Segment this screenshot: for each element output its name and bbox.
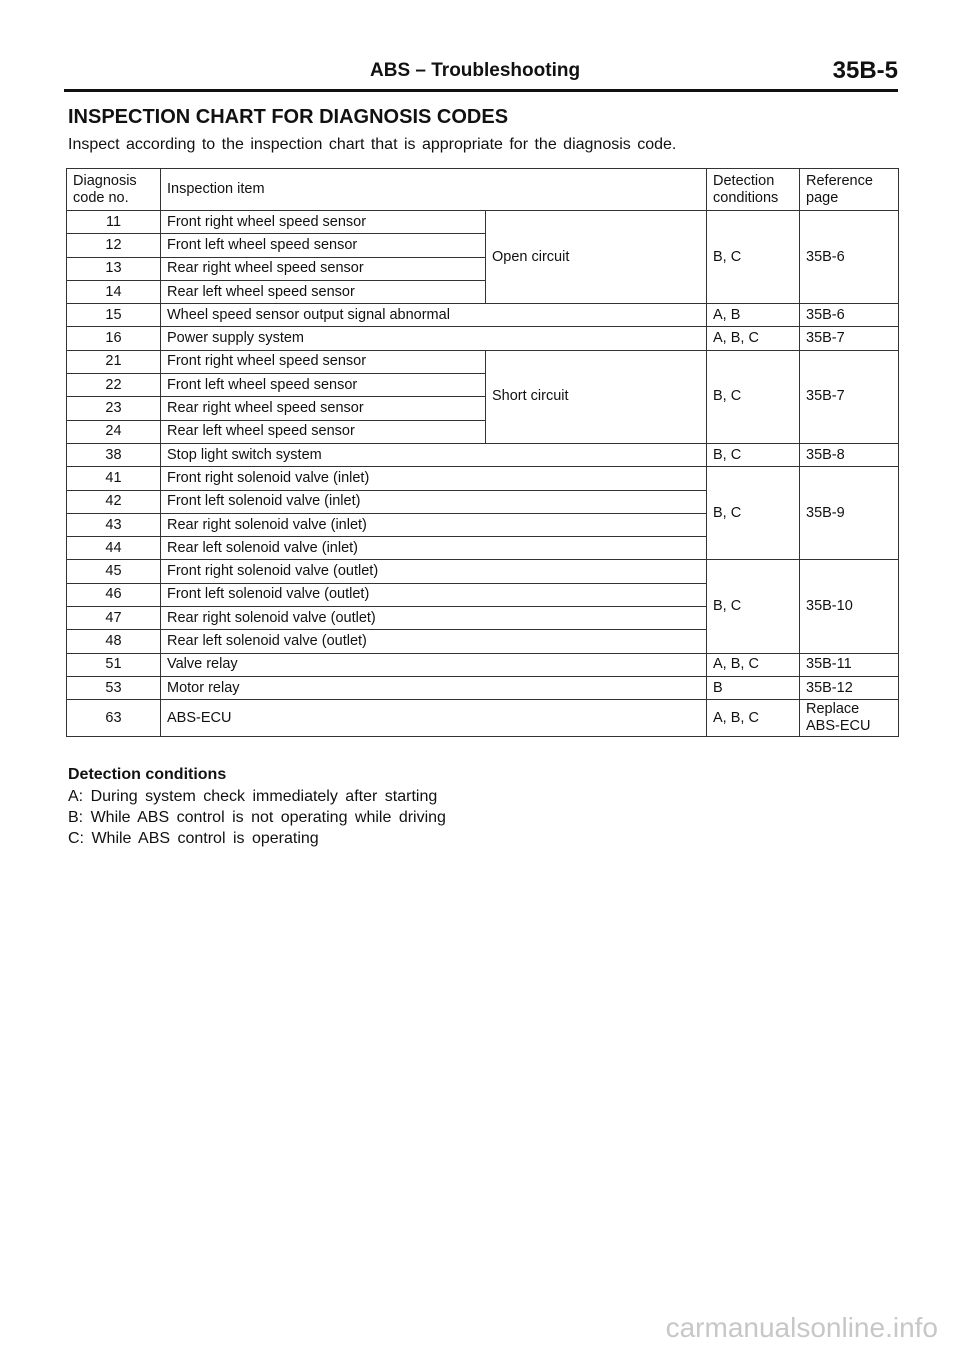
detection-cell: B, C — [707, 211, 800, 304]
item-cell: Rear right solenoid valve (inlet) — [161, 513, 707, 536]
code-cell: 24 — [67, 420, 161, 443]
table-row — [67, 467, 899, 490]
header-rule — [64, 89, 898, 92]
table-row — [67, 327, 899, 350]
item-cell: Front right wheel speed sensor — [161, 211, 486, 234]
header-detection: Detection conditions — [707, 169, 800, 211]
table-row — [67, 560, 899, 583]
detection-cell: B, C — [707, 350, 800, 443]
short-circuit-label: Short circuit — [486, 350, 707, 443]
detection-cell: A, B, C — [707, 653, 800, 676]
detection-cell: B — [707, 676, 800, 699]
item-cell: Front left wheel speed sensor — [161, 234, 486, 257]
reference-cell: 35B-7 — [800, 350, 899, 443]
header-item: Inspection item — [161, 169, 707, 211]
reference-cell: Replace ABS-ECU — [800, 700, 899, 737]
code-cell: 21 — [67, 350, 161, 373]
header-code: Diagnosis code no. — [67, 169, 161, 211]
table-row — [67, 350, 899, 373]
table-row — [67, 653, 899, 676]
item-cell: Valve relay — [161, 653, 707, 676]
code-cell: 53 — [67, 676, 161, 699]
table-row — [67, 211, 899, 234]
reference-cell: 35B-6 — [800, 211, 899, 304]
item-cell: Rear left solenoid valve (outlet) — [161, 630, 707, 653]
table-header-row — [67, 169, 899, 211]
reference-cell: 35B-11 — [800, 653, 899, 676]
code-cell: 13 — [67, 257, 161, 280]
item-cell: Front left wheel speed sensor — [161, 374, 486, 397]
code-cell: 15 — [67, 304, 161, 327]
reference-cell: 35B-6 — [800, 304, 899, 327]
item-cell: Rear right wheel speed sensor — [161, 257, 486, 280]
code-cell: 46 — [67, 583, 161, 606]
reference-cell: 35B-9 — [800, 467, 899, 560]
detection-cell: A, B, C — [707, 700, 800, 737]
item-cell: Motor relay — [161, 676, 707, 699]
code-cell: 45 — [67, 560, 161, 583]
detection-cell: B, C — [707, 560, 800, 653]
detection-cell: A, B — [707, 304, 800, 327]
code-cell: 12 — [67, 234, 161, 257]
code-cell: 22 — [67, 374, 161, 397]
item-cell: Front right wheel speed sensor — [161, 350, 486, 373]
section-title: INSPECTION CHART FOR DIAGNOSIS CODES — [68, 106, 509, 128]
item-cell: Front right solenoid valve (outlet) — [161, 560, 707, 583]
code-cell: 51 — [67, 653, 161, 676]
watermark: carmanualsonline.info — [665, 1312, 938, 1343]
detection-conditions — [68, 764, 446, 849]
table-row — [67, 676, 899, 699]
code-cell: 23 — [67, 397, 161, 420]
code-cell: 38 — [67, 443, 161, 466]
reference-cell: 35B-10 — [800, 560, 899, 653]
code-cell: 42 — [67, 490, 161, 513]
item-cell: Wheel speed sensor output signal abnormal — [161, 304, 707, 327]
code-cell: 16 — [67, 327, 161, 350]
condition-b: B: While ABS control is not operating while driving — [68, 809, 446, 826]
detection-conditions-title: Detection conditions — [68, 766, 227, 783]
table-row — [67, 443, 899, 466]
item-cell: Front left solenoid valve (inlet) — [161, 490, 707, 513]
detection-cell: A, B, C — [707, 327, 800, 350]
detection-cell: B, C — [707, 443, 800, 466]
code-cell: 41 — [67, 467, 161, 490]
detection-cell: B, C — [707, 467, 800, 560]
item-cell: Front right solenoid valve (inlet) — [161, 467, 707, 490]
code-cell: 44 — [67, 537, 161, 560]
table-row — [67, 700, 899, 737]
code-cell: 14 — [67, 280, 161, 303]
item-cell: Rear left wheel speed sensor — [161, 280, 486, 303]
reference-cell: 35B-7 — [800, 327, 899, 350]
item-cell: Rear left solenoid valve (inlet) — [161, 537, 707, 560]
code-cell: 43 — [67, 513, 161, 536]
code-cell: 47 — [67, 607, 161, 630]
intro-text: Inspect according to the inspection chart that is appropriate for the diagnosis code. — [68, 136, 677, 153]
table-row — [67, 304, 899, 327]
condition-c: C: While ABS control is operating — [68, 830, 319, 847]
page-number: 35B-5 — [832, 57, 898, 84]
item-cell: ABS-ECU — [161, 700, 707, 737]
code-cell: 63 — [67, 700, 161, 737]
inspection-chart — [66, 168, 899, 737]
item-cell: Stop light switch system — [161, 443, 707, 466]
code-cell: 11 — [67, 211, 161, 234]
item-cell: Power supply system — [161, 327, 707, 350]
item-cell: Front left solenoid valve (outlet) — [161, 583, 707, 606]
header-title: ABS – Troubleshooting — [370, 60, 581, 81]
item-cell: Rear left wheel speed sensor — [161, 420, 486, 443]
item-cell: Rear right solenoid valve (outlet) — [161, 607, 707, 630]
item-cell: Rear right wheel speed sensor — [161, 397, 486, 420]
reference-cell: 35B-8 — [800, 443, 899, 466]
header-reference: Reference page — [800, 169, 899, 211]
reference-cell: 35B-12 — [800, 676, 899, 699]
code-cell: 48 — [67, 630, 161, 653]
condition-a: A: During system check immediately after starting — [68, 788, 438, 805]
open-circuit-label: Open circuit — [486, 211, 707, 304]
